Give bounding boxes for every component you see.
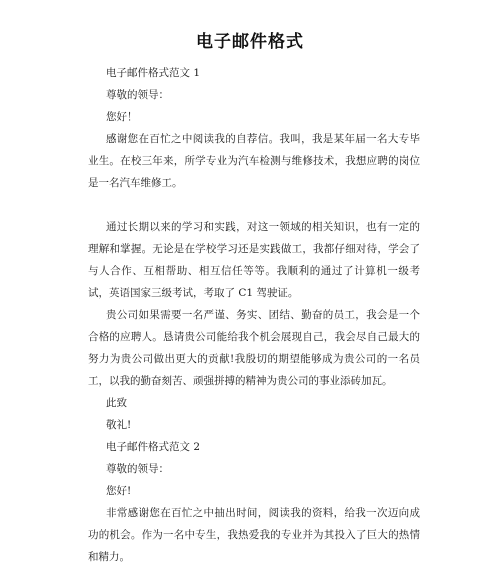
salutation-1: 尊敬的领导： (106, 89, 169, 101)
closing-1: 此致 (106, 397, 127, 409)
paragraph-2: 通过长期以来的学习和实践，对这一领域的相关知识，也有一定的理解和掌握。无论是在学校学习还是实践做工，我都仔细对待，学会了与人合作、互相帮助、相互信任等等。我顺利的通过了计算机一级考试，英语国家三级考试，考取了 C1 驾驶证。 (88, 221, 420, 299)
sample-heading-2: 电子邮件格式范文 2 (106, 441, 201, 453)
closing-2: 敬礼! (106, 419, 132, 431)
greeting-1: 您好！ (106, 111, 138, 123)
salutation-2: 尊敬的领导： (106, 463, 169, 475)
paragraph-3: 贵公司如果需要一名严谨、务实、团结、勤奋的员工，我会是一个合格的应聘人。恳请贵公司能给我个机会展现自己，我会尽自己最大的努力为贵公司做出更大的贡献!我殷切的期望能够成为贵公司的一名员工，以我的勤奋刻苦、顽强拼搏的精神为贵公司的事业添砖加瓦。 (88, 309, 420, 387)
paragraph-4: 非常感谢您在百忙之中抽出时间，阅读我的资料，给我一次迈向成功的机会。作为一名中专生，我热爱我的专业并为其投入了巨大的热情和精力。 (88, 507, 420, 563)
sample-heading-1: 电子邮件格式范文 1 (106, 67, 201, 79)
paragraph-1: 感谢您在百忙之中阅读我的自荐信。我叫，我是某年届一名大专毕业生。在校三年来，所学专业为汽车检测与维修技术，我想应聘的岗位是一名汽车维修工。 (88, 133, 420, 189)
greeting-2: 您好! (106, 485, 132, 497)
paragraph-spacer (88, 194, 420, 216)
document-body (88, 62, 420, 568)
page-title: 电子邮件格式 (196, 32, 304, 52)
